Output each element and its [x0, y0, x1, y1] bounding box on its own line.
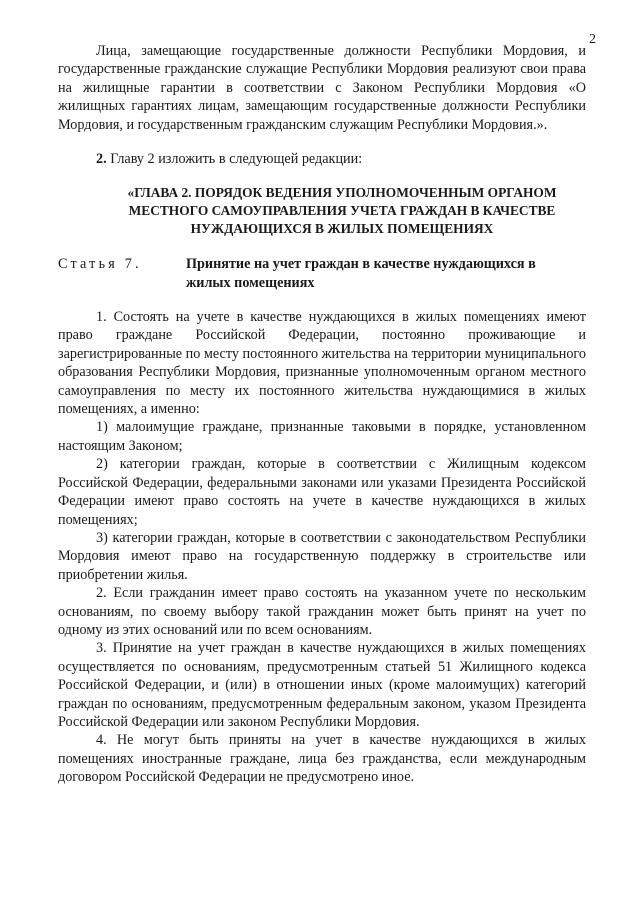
article-body	[58, 308, 586, 787]
document-page	[58, 32, 586, 787]
amendment-item-text: Главу 2 изложить в следующей редакции:	[106, 151, 363, 168]
paragraph-4: 4. Не могут быть приняты на учет в качестве нуждающихся в жилых помещениях иностранные граждане, лица без гражданства, если международным договором Российской Федерации не предусмотрено иное.	[58, 732, 586, 786]
page-number: 2	[589, 32, 596, 47]
paragraph-2: 2. Если гражданин имеет право состоять на указанном учете по нескольким основаниям, по своему выбору такой гражданин может быть принят на учет по одному из этих оснований или по всем основаниям.	[58, 585, 586, 638]
article-heading	[58, 255, 586, 292]
article-title: Принятие на учет граждан в качестве нуждающихся в жилых помещениях	[186, 256, 536, 291]
paragraph-1-sub-1: 1) малоимущие граждане, признанные таковыми в порядке, установленном настоящим Законом;	[58, 419, 586, 454]
paragraph-1: 1. Состоять на учете в качестве нуждающихся в жилых помещениях имеют право граждане Российской Федерации, постоянно проживающие и зарегистрированные по месту постоянного жительства на территории муниципального образования Республики Мордовия, признанные уполномоченным органом местного самоуправления по месту их постоянного жительства нуждающимися в жилых помещениях, а именно:	[58, 309, 586, 418]
intro-paragraph: Лица, замещающие государственные должности Республики Мордовия, и государственные гражданские служащие Республики Мордовия реализуют свои права на жилищные гарантии в соответствии с Законом Республики Мордовия «О жилищных гарантиях лицам, замещающим государственные должности Республики Мордовия, и государственным гражданским служащим Республики Мордовия.».	[58, 43, 586, 133]
article-label: Статья 7.	[58, 256, 142, 273]
paragraph-1-sub-2: 2) категории граждан, которые в соответствии с Жилищным кодексом Российской Федерации, федеральными законами или указами Президента Российской Федерации имеют право состоять на учете в качестве нуждающихся в жилых помещениях;	[58, 456, 586, 528]
paragraph-3: 3. Принятие на учет граждан в качестве нуждающихся в жилых помещениях осуществляется по основаниям, предусмотренным статьей 51 Жилищного кодекса Российской Федерации, и (или) в отношении иных (кроме малоимущих) категорий граждан по основаниям, предусмотренным федеральным законом, указом Президента Российской Федерации или законом Республики Мордовия.	[58, 640, 586, 730]
chapter-heading: «ГЛАВА 2. ПОРЯДОК ВЕДЕНИЯ УПОЛНОМОЧЕННЫМ ОРГАНОМ МЕСТНОГО САМОУПРАВЛЕНИЯ УЧЕТА ГРАЖДАН В КАЧЕСТВЕ НУЖДАЮЩИХСЯ В ЖИЛЫХ ПОМЕЩЕНИЯХ	[127, 185, 557, 236]
paragraph-1-sub-3: 3) категории граждан, которые в соответствии с законодательством Республики Мордовия имеют право на государственную поддержку в строительстве или приобретении жилья.	[58, 529, 586, 583]
amendment-item-2	[58, 150, 586, 168]
amendment-item-number: 2.	[96, 151, 107, 168]
